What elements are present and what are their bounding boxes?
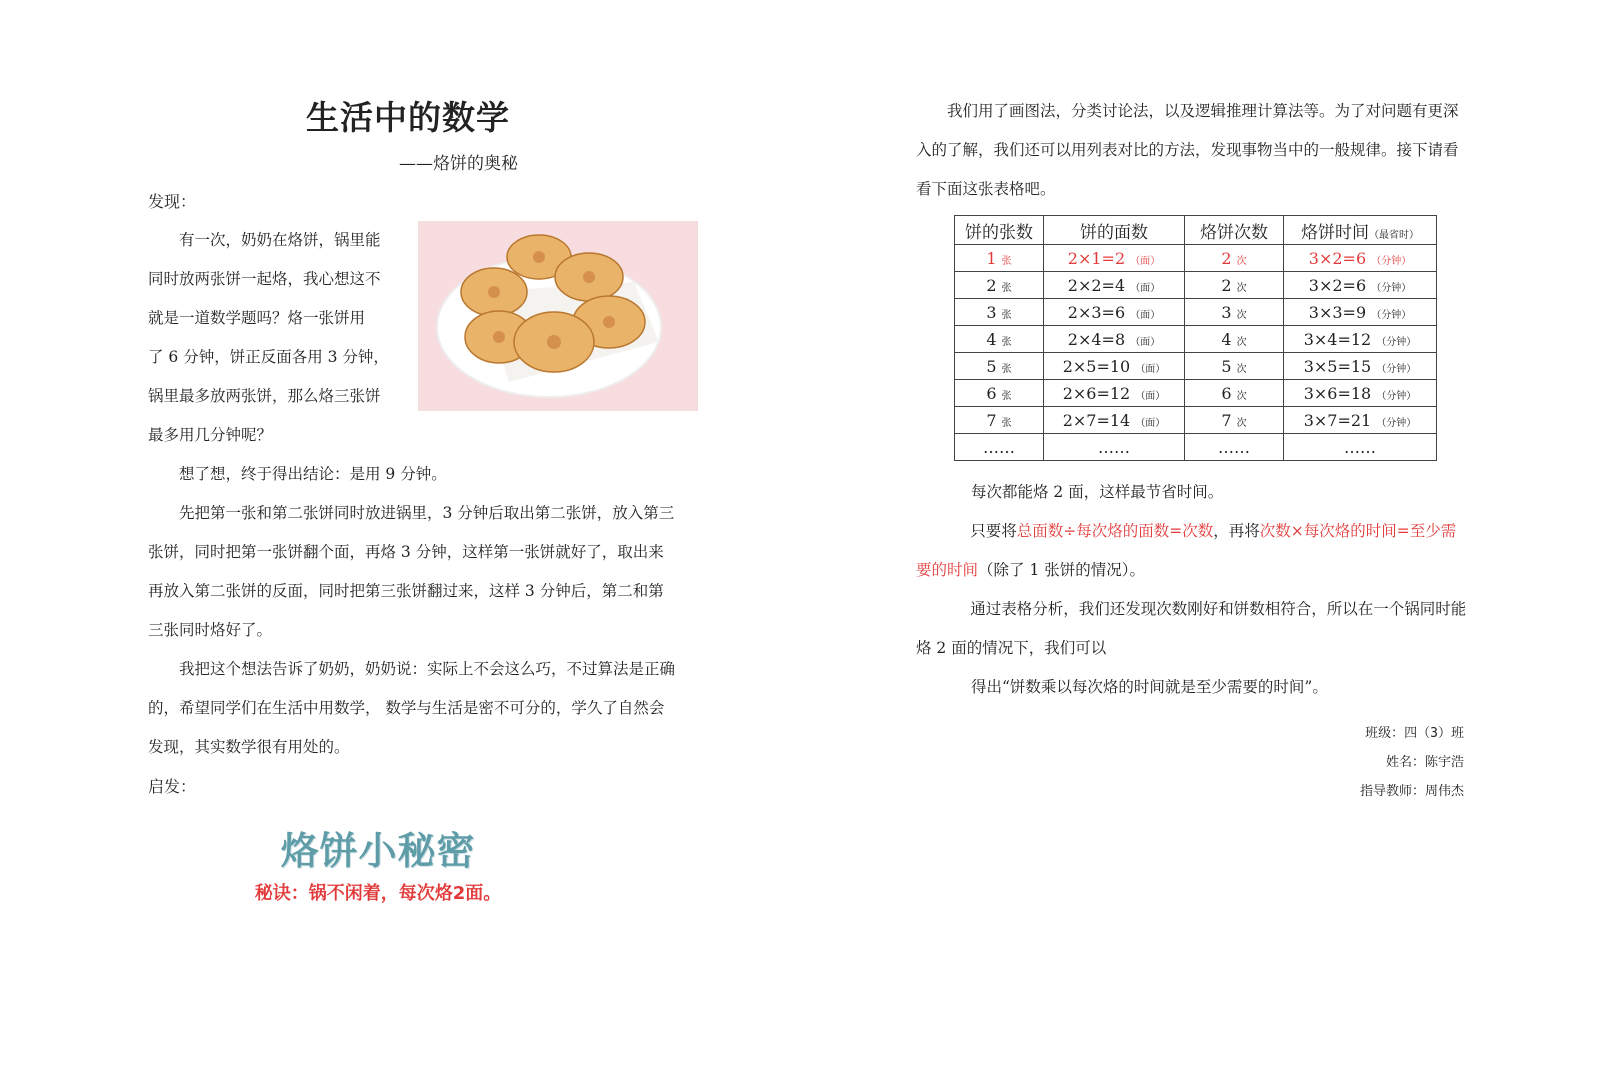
table-cell: 6 次	[1185, 380, 1284, 407]
table-cell: 4 张	[955, 326, 1044, 353]
table-cell: 2×5=10 （面）	[1044, 353, 1185, 380]
table-cell: 3×4=12 （分钟）	[1284, 326, 1437, 353]
table-cell: 5 次	[1185, 353, 1284, 380]
table-cell: 2×1=2 （面）	[1044, 245, 1185, 272]
table-row	[955, 407, 1437, 434]
table-row	[955, 380, 1437, 407]
table-row	[955, 299, 1437, 326]
story-line: 同时放两张饼一起烙，我心想这不	[148, 270, 381, 288]
table-body	[955, 245, 1437, 461]
rule-formula-2: 次数×每次烙的时间=至少需要的时间	[916, 522, 1457, 579]
header-duration: 烙饼时间（最省时）	[1284, 216, 1437, 245]
header-times: 烙饼次数	[1185, 216, 1284, 245]
story-line: 就是一道数学题吗？烙一张饼用	[148, 309, 366, 327]
table-cell: 3×2=6 （分钟）	[1284, 272, 1437, 299]
pancake-photo	[418, 221, 698, 411]
table-cell: ……	[1044, 434, 1185, 461]
header-note: （最省时）	[1369, 229, 1419, 241]
table-cell: 2 次	[1185, 245, 1284, 272]
table-row	[955, 272, 1437, 299]
rule-paragraph: 只要将总面数÷每次烙的面数=次数，再将次数×每次烙的时间=至少需要的时间（除了 1 张饼的情况）。	[916, 522, 1457, 579]
table-cell: 3 张	[955, 299, 1044, 326]
secret-tip: 秘诀：锅不闲着，每次烙2面。	[254, 883, 502, 904]
table-cell: 2×4=8 （面）	[1044, 326, 1185, 353]
table-cell: 3×7=21 （分钟）	[1284, 407, 1437, 434]
table-row	[955, 353, 1437, 380]
table-cell: 3×2=6 （分钟）	[1284, 245, 1437, 272]
header-sides: 饼的面数	[1044, 216, 1185, 245]
table-header-row	[955, 216, 1437, 245]
result-paragraph: 得出“饼数乘以每次烙的时间就是至少需要的时间”。	[971, 678, 1328, 696]
right-column	[916, 92, 1470, 806]
table-row	[955, 326, 1437, 353]
page-title: 生活中的数学	[306, 98, 510, 137]
discovery-label: 发现：	[148, 192, 197, 211]
table-cell: 3×6=18 （分钟）	[1284, 380, 1437, 407]
secret-banner	[228, 828, 528, 914]
table-cell: 7 张	[955, 407, 1044, 434]
intro-paragraph: 我们用了画图法，分类讨论法，以及逻辑推理计算法等。为了对问题有更深入的了解，我们还可以用列表对比的方法，发现事物当中的一般规律。接下请看看下面这张表格吧。	[916, 102, 1459, 198]
conclusion-paragraph: 想了想，终于得出结论：是用 9 分钟。	[179, 465, 447, 483]
table-cell: 1 张	[955, 245, 1044, 272]
table-cell: ……	[1185, 434, 1284, 461]
pancake-plate-illustration	[419, 222, 697, 410]
table-cell: 5 张	[955, 353, 1044, 380]
table-cell: 3×5=15 （分钟）	[1284, 353, 1437, 380]
table-cell: 6 张	[955, 380, 1044, 407]
sign-class: 班级：四（3）班	[1365, 726, 1464, 741]
signature-block	[940, 719, 1470, 806]
inspiration-label: 启发：	[148, 777, 197, 796]
table-cell: 2×7=14 （面）	[1044, 407, 1185, 434]
rule-formula-1: 总面数÷每次烙的面数=次数	[1016, 522, 1214, 540]
table-cell: 2 张	[955, 272, 1044, 299]
story-line: 有一次，奶奶在烙饼，锅里能	[179, 231, 381, 249]
page-subtitle: ——烙饼的奥秘	[399, 154, 518, 174]
table-cell: 2 次	[1185, 272, 1284, 299]
grandma-paragraph: 我把这个想法告诉了奶奶，奶奶说：实际上不会这么巧，不过算法是正确的，希望同学们在生活中用数学， 数学与生活是密不可分的，学久了自然会发现，其实数学很有用处的。	[148, 660, 676, 756]
story-block	[148, 221, 678, 455]
table-cell: ……	[955, 434, 1044, 461]
table-row	[955, 245, 1437, 272]
table-cell: 7 次	[1185, 407, 1284, 434]
table-cell: ……	[1284, 434, 1437, 461]
analysis-paragraph: 通过表格分析，我们还发现次数刚好和饼数相符合，所以在一个锅同时能烙 2 面的情况下，我们可以	[916, 600, 1467, 657]
table-row-ellipsis	[955, 434, 1437, 461]
table-cell: 2×6=12 （面）	[1044, 380, 1185, 407]
left-column	[148, 90, 678, 904]
header-count: 饼的张数	[955, 216, 1044, 245]
sign-teacher: 指导教师：周伟杰	[1359, 784, 1464, 799]
story-line: 了 6 分钟，饼正反面各用 3 分钟，	[148, 348, 389, 366]
table-cell: 2×2=4 （面）	[1044, 272, 1185, 299]
table-cell: 4 次	[1185, 326, 1284, 353]
table-cell: 3×3=9 （分钟）	[1284, 299, 1437, 326]
story-line: 最多用几分钟呢？	[148, 426, 273, 444]
table-cell: 2×3=6 （面）	[1044, 299, 1185, 326]
story-line: 锅里最多放两张饼，那么烙三张饼	[148, 387, 381, 405]
story-text	[148, 221, 406, 455]
table-cell: 3 次	[1185, 299, 1284, 326]
each-paragraph: 每次都能烙 2 面，这样最节省时间。	[971, 483, 1224, 501]
secret-title: 烙饼小秘密	[280, 829, 476, 873]
method-paragraph: 先把第一张和第二张饼同时放进锅里，3 分钟后取出第二张饼，放入第三张饼，同时把第一张饼翻个面，再烙 3 分钟，这样第一张饼就好了，取出来再放入第二张饼的反面，同时把第三张饼翻过来，这样 3 分钟后，第二和第三张同时烙好了。	[148, 504, 675, 639]
sign-name: 姓名：陈宇浩	[1385, 755, 1464, 770]
pancake-table	[954, 215, 1437, 461]
